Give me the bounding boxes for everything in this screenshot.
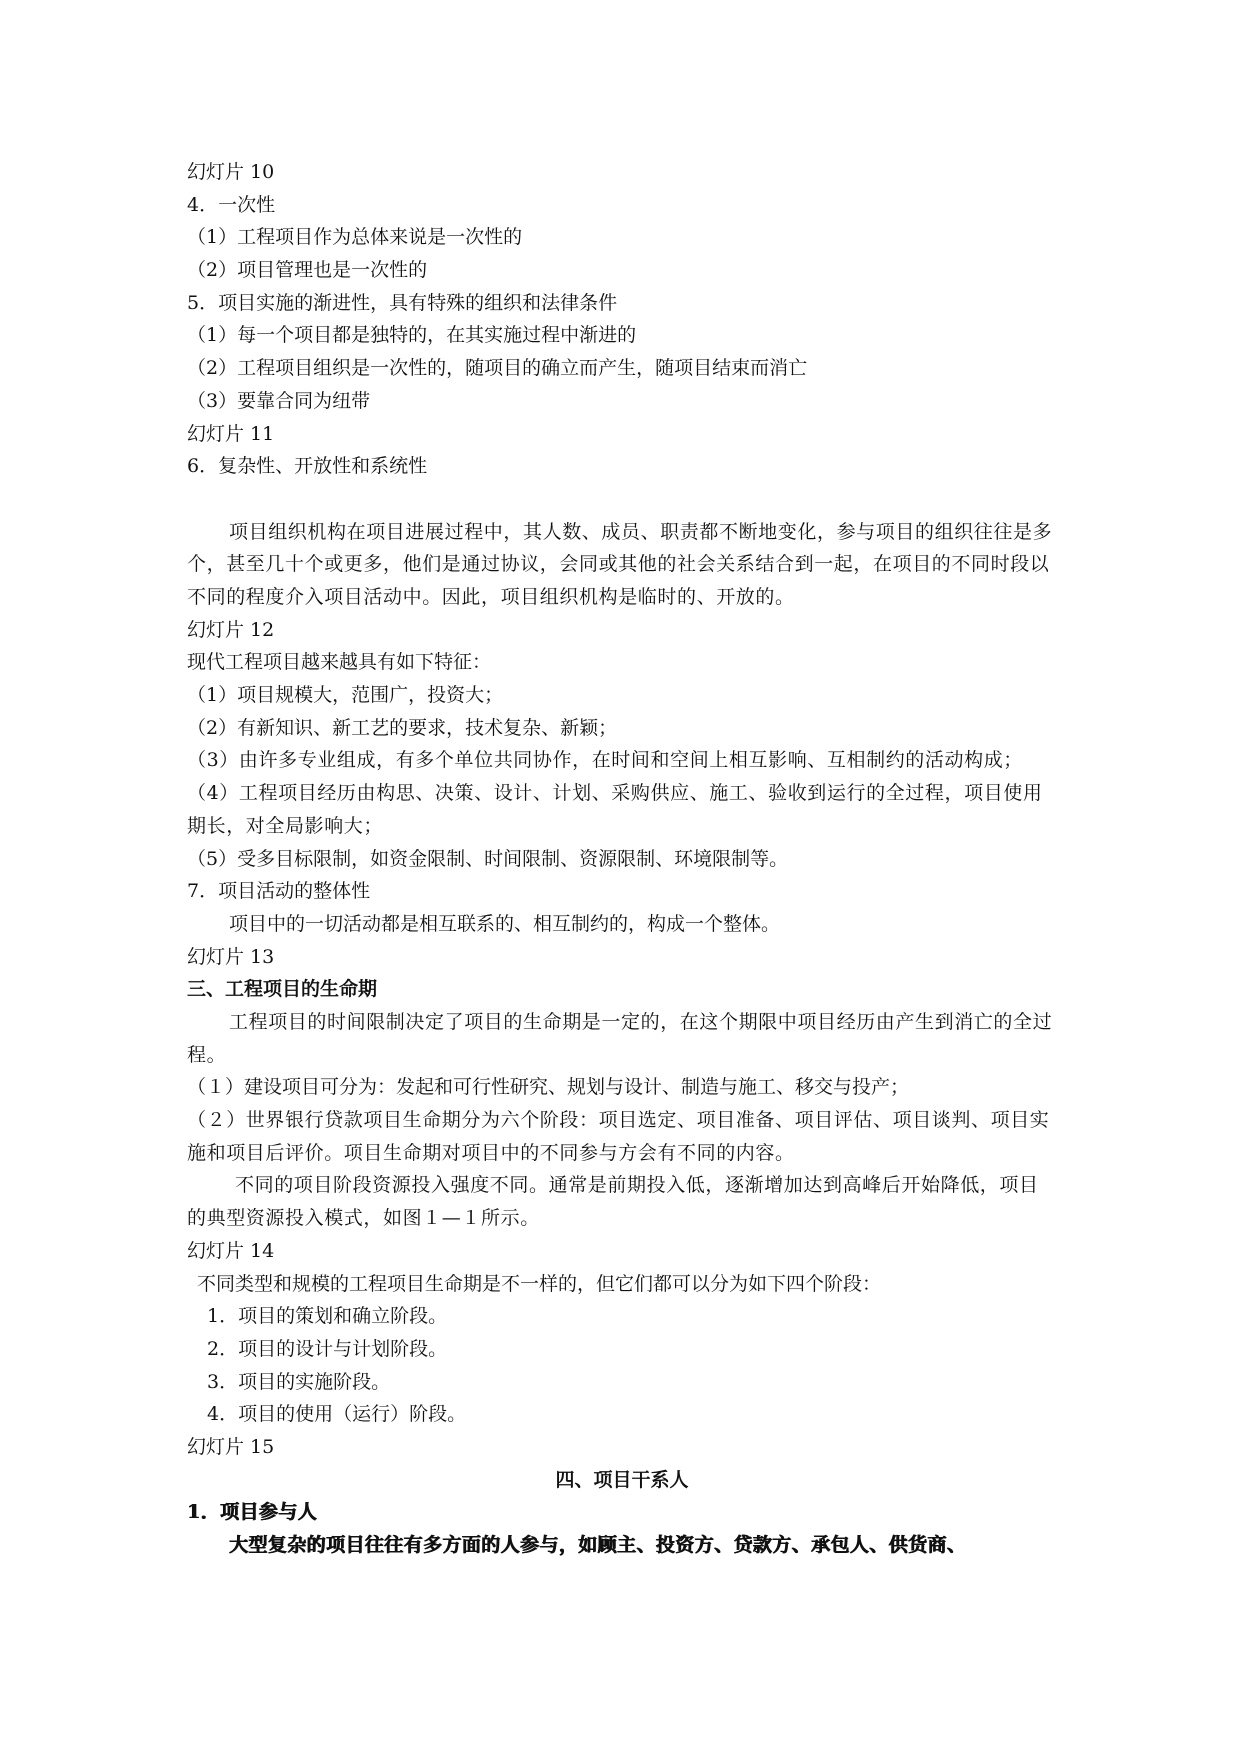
paragraph: 不同的项目阶段资源投入强度不同。通常是前期投入低，逐渐增加达到高峰后开始降低，项目的典型资源投入模式，如图１—１所示。 — [187, 1174, 1039, 1230]
list-item: （4）工程项目经历由构思、决策、设计、计划、采购供应、施工、验收到运行的全过程，项目使用期长，对全局影响大； — [187, 782, 1043, 837]
blank-line — [187, 483, 1057, 516]
section-heading-6: 6．复杂性、开放性和系统性 — [187, 455, 428, 478]
paragraph: 大型复杂的项目往往有多方面的人参与，如顾主、投资方、贷款方、承包人、供货商、 — [229, 1534, 967, 1557]
list-item: （3）由许多专业组成，有多个单位共同协作，在时间和空间上相互影响、互相制约的活动构成； — [187, 749, 1023, 772]
list-item: （1）每一个项目都是独特的，在其实施过程中渐进的 — [187, 324, 637, 347]
paragraph-intro: 现代工程项目越来越具有如下特征： — [187, 651, 492, 674]
section-heading-lifecycle: 三、工程项目的生命期 — [187, 978, 378, 1001]
document-body — [187, 156, 1057, 1562]
list-item: （5）受多目标限制，如资金限制、时间限制、资源限制、环境限制等。 — [187, 847, 789, 870]
list-item: （1）项目规模大，范围广，投资大； — [187, 684, 504, 707]
slide-label-14: 幻灯片 14 — [187, 1239, 275, 1262]
paragraph-intro: 不同类型和规模的工程项目生命期是不一样的，但它们都可以分为如下四个阶段： — [197, 1272, 882, 1295]
list-item: 4．项目的使用（运行）阶段。 — [207, 1403, 467, 1426]
paragraph: 项目中的一切活动都是相互联系的、相互制约的，构成一个整体。 — [229, 912, 781, 935]
list-item: 3．项目的实施阶段。 — [207, 1370, 391, 1393]
subheading: 1．项目参与人 — [187, 1501, 318, 1524]
paragraph: 工程项目的时间限制决定了项目的生命期是一定的，在这个期限中项目经历由产生到消亡的全过程。 — [187, 1010, 1053, 1066]
list-item: （1）工程项目作为总体来说是一次性的 — [187, 226, 523, 249]
list-item: （2）工程项目组织是一次性的，随项目的确立而产生，随项目结束而消亡 — [187, 357, 808, 380]
list-item: （２）世界银行贷款项目生命期分为六个阶段：项目选定、项目准备、项目评估、项目谈判、项目实施和项目后评价。项目生命期对项目中的不同参与方会有不同的内容。 — [187, 1109, 1050, 1164]
slide-label-10: 幻灯片 10 — [187, 161, 275, 183]
slide-label-13: 幻灯片 13 — [187, 945, 275, 968]
slide-label-12: 幻灯片 12 — [187, 618, 275, 641]
section-heading-7: 7．项目活动的整体性 — [187, 880, 371, 903]
paragraph: 项目组织机构在项目进展过程中，其人数、成员、职责都不断地变化，参与项目的组织往往是多个，甚至几十个或更多，他们是通过协议，会同或其他的社会关系结合到一起，在项目的不同时段以不同的程度介入项目活动中。因此，项目组织机构是临时的、开放的。 — [187, 520, 1053, 608]
section-heading-stakeholders: 四、项目干系人 — [555, 1468, 689, 1491]
section-heading-4: 4．一次性 — [187, 193, 276, 216]
list-item: 2．项目的设计与计划阶段。 — [207, 1337, 448, 1360]
section-heading-5: 5．项目实施的渐进性，具有特殊的组织和法律条件 — [187, 291, 618, 314]
list-item: （2）有新知识、新工艺的要求，技术复杂、新颖； — [187, 716, 618, 739]
slide-label-15: 幻灯片 15 — [187, 1436, 275, 1458]
list-item: 1．项目的策划和确立阶段。 — [207, 1305, 448, 1328]
list-item: （2）项目管理也是一次性的 — [187, 259, 428, 282]
slide-label-11: 幻灯片 11 — [187, 422, 275, 445]
list-item: （１）建设项目可分为：发起和可行性研究、规划与设计、制造与施工、移交与投产； — [187, 1076, 910, 1099]
list-item: （3）要靠合同为纽带 — [187, 389, 371, 412]
